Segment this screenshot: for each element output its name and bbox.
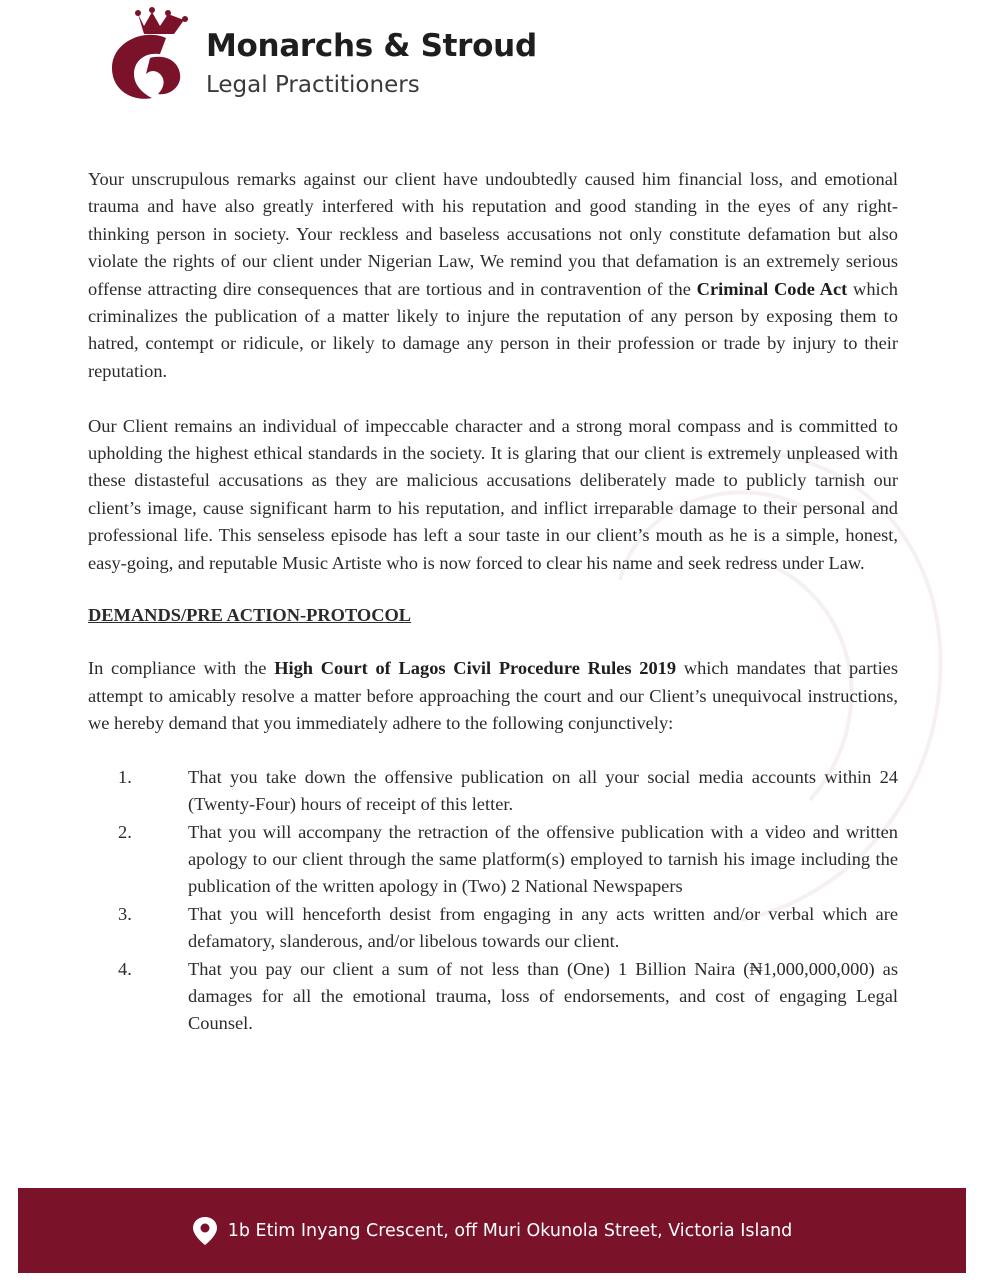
paragraph-text: which criminalizes the publication of a matter likely to injure the reputation of any person by exposing them to hatred, contempt or ridicule, or likely to damage any person in their profession or trade by injury to their reputation. [88,278,898,381]
intro-text: which mandates that parties attempt to amicably resolve a matter before approaching the court and our Client’s unequivocal instructions, we hereby demand that you immediately adhere to the following conjunctively: [88,658,898,734]
demands-heading: DEMANDS/PRE ACTION-PROTOCOL [88,605,412,626]
demand-number: 1. [118,766,132,787]
paragraph-text: Your unscrupulous remarks against our client have undoubtedly caused him financial loss, and emotional trauma and have also greatly interfered with his reputation and good standing in the eyes of any right-thinking person in society. Your reckless and baseless accusations not only constitute defamation but also violate the rights of our client under Nigerian Law, We remind you that defamation is an extremely serious offense attracting dire consequences that are tortious and in contravention of the [88,169,898,299]
demand-item [88,901,898,956]
demand-number: 4. [118,958,132,979]
demand-item [88,819,898,901]
firm-subtitle: Legal Practitioners [206,72,420,98]
civil-procedure-rules-text: High Court of Lagos Civil Procedure Rules 2019 [274,658,677,679]
demands-list [88,764,898,1038]
paragraph-character: Our Client remains an individual of impeccable character and a strong moral compass and is committed to upholding the highest ethical standards in the society. It is glaring that our client is extremely unpleased with these distasteful accusations as they are malicious accusations deliberately made to publicly tarnish our client’s image, cause significant harm to his reputation, and inflict irreparable damage to their personal and professional life. This senseless episode has left a sour taste in our client’s mouth as he is a simple, honest, easy-going, and reputable Music Artiste who is now forced to clear his name and seek redress under Law. [88,415,898,573]
demand-number: 3. [118,903,132,924]
location-pin-icon [192,1216,218,1246]
demand-item [88,764,898,819]
criminal-code-act-text: Criminal Code Act [696,278,848,299]
office-address: 1b Etim Inyang Crescent, off Muri Okunola Street, Victoria Island [227,1220,793,1241]
demand-text: That you will henceforth desist from engaging in any acts written and/or verbal which are defamatory, slanderous, and/or libelous towards our client. [188,903,898,952]
demand-text: That you take down the offensive publication on all your social media accounts within 24 (Twenty-Four) hours of receipt of this letter. [188,766,898,815]
demand-text: That you will accompany the retraction of the offensive publication with a video and written apology to our client through the same platform(s) employed to tarnish his image including the publication of the written apology in (Two) 2 National Newspapers [188,821,898,897]
crowned-horse-logo-icon [104,4,196,104]
firm-name: Monarchs & Stroud [206,28,537,64]
demand-text: That you pay our client a sum of not less than (One) 1 Billion Naira (₦1,000,000,000) as damages for all the emotional trauma, loss of endorsements, and cost of engaging Legal Counsel. [188,958,898,1034]
demand-item [88,956,898,1038]
demand-number: 2. [118,821,132,842]
address-footer [18,1188,966,1273]
demands-intro [88,655,898,737]
paragraph-defamation [88,166,898,385]
letter-body [88,166,898,1038]
intro-text: In compliance with the [88,658,275,679]
letterhead [104,4,704,104]
